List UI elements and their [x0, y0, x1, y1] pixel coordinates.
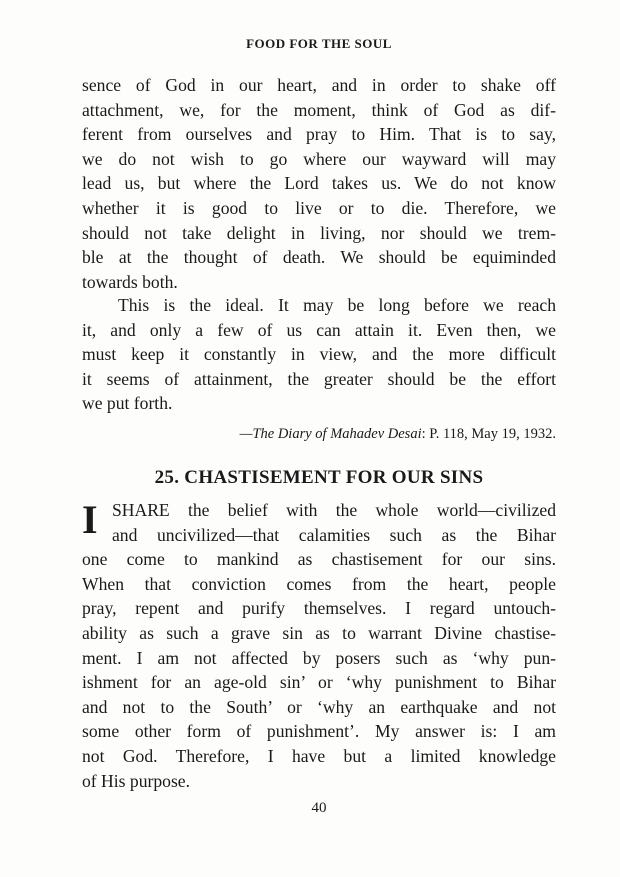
text-line: and uncivilized—that calamities such as the Bihar	[112, 524, 556, 545]
page-number: 40	[311, 800, 327, 816]
citation-reference: : P. 118, May 19, 1932.	[421, 426, 556, 442]
paragraph-2	[82, 293, 556, 416]
text-line: ability as such a grave sin as to warrant Divine chastise-	[82, 622, 556, 643]
citation-source: —The Diary of Mahadev Desai	[239, 426, 422, 442]
text-line: and not to the South’ or ‘why an earthquake and not	[82, 696, 556, 717]
text-line: attachment, we, for the moment, think of God as dif-	[82, 99, 556, 120]
text-line: sence of God in our heart, and in order to shake off	[82, 75, 556, 95]
text-line: whether it is good to live or to die. Therefore, we	[82, 197, 556, 218]
text-line: it, and only a few of us can attain it. Even then, we	[82, 319, 556, 340]
text-line: ment. I am not affected by posers such as ‘why pun-	[82, 647, 556, 668]
running-head: FOOD FOR THE SOUL	[246, 36, 392, 51]
text-line: When that conviction comes from the heart, people	[82, 573, 556, 594]
text-line: not God. Therefore, I have but a limited knowledge	[82, 745, 556, 766]
text-line: must keep it constantly in view, and the more difficult	[82, 344, 556, 365]
text-line: SHARE the belief with the whole world—civilized	[112, 500, 556, 520]
book-page	[82, 0, 556, 877]
chapter-heading: 25. CHASTISEMENT FOR OUR SINS	[154, 467, 484, 488]
drop-cap: I	[82, 497, 98, 542]
text-line: ferent from ourselves and pray to Him. That is to say,	[82, 124, 556, 145]
text-line: we put forth.	[82, 393, 173, 414]
text-line: some other form of punishment’. My answer is: I am	[82, 721, 556, 742]
text-line: lead us, but where the Lord takes us. We do not know	[82, 173, 556, 194]
text-line: of His purpose.	[82, 770, 190, 791]
paragraph-3	[82, 498, 556, 793]
text-line: This is the ideal. It may be long before we reach	[118, 295, 556, 315]
text-line: towards both.	[82, 271, 178, 292]
citation	[240, 426, 556, 443]
text-line: we do not wish to go where our wayward will may	[82, 148, 556, 169]
text-line: ishment for an age-old sin’ or ‘why punishment to Bihar	[82, 672, 556, 693]
paragraph-1	[82, 73, 556, 294]
text-line: should not take delight in living, nor should we trem-	[82, 222, 556, 243]
text-line: one come to mankind as chastisement for our sins.	[82, 549, 556, 570]
text-line: it seems of attainment, the greater should be the effort	[82, 368, 556, 389]
text-line: ble at the thought of death. We should be equiminded	[82, 247, 556, 268]
text-line: pray, repent and purify themselves. I regard untouch-	[82, 598, 556, 619]
